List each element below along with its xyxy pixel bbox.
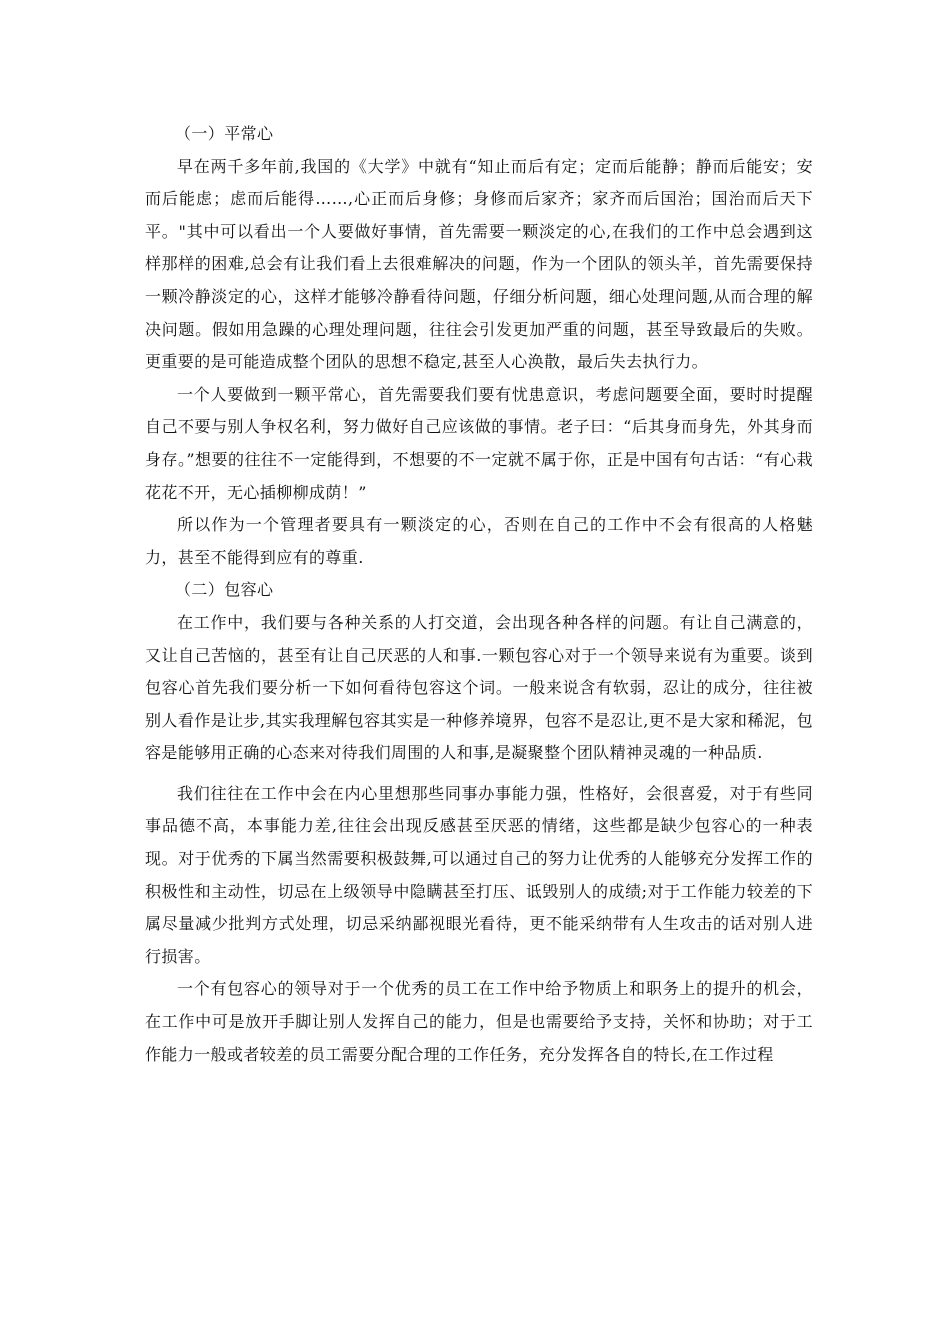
paragraph: 早在两千多年前,我国的《大学》中就有“知止而后有定；定而后能静；静而后能安；安而后能虑；虑而后能得……,心正而后身修；身修而后家齐；家齐而后国治；国治而后天下平。"其中可以看出一个人要做好事情，首先需要一颗淡定的心,在我们的工作中总会遇到这样那样的困难,总会有让我们看上去很难解决的问题，作为一个团队的领头羊，首先需要保持一颗冷静淡定的心，这样才能够冷静看待问题，仔细分析问题，细心处理问题,从而合理的解决问题。假如用急躁的心理处理问题，往往会引发更加严重的问题，甚至导致最后的失败。更重要的是可能造成整个团队的思想不稳定,甚至人心涣散，最后失去执行力。 [145,156,813,372]
section-heading-1: （一）平常心 [175,124,274,143]
paragraph: 一个人要做到一颗平常心，首先需要我们要有忧患意识，考虑问题要全面，要时时提醒自己不要与别人争权名利，努力做好自己应该做的事情。老子曰：“后其身而身先，外其身而身存。”想要的往往不一定能得到，不想要的不一定就不属于你，正是中国有句古话：“有心栽花花不开，无心插柳柳成荫！” [145,384,813,502]
document-body [145,118,813,1071]
paragraph: 我们往往在工作中会在内心里想那些同事办事能力强，性格好，会很喜爱，对于有些同事品德不高，本事能力差,往往会出现反感甚至厌恶的情绪，这些都是缺少包容心的一种表现。对于优秀的下属当然需要积极鼓舞,可以通过自己的努力让优秀的人能够充分发挥工作的积极性和主动性，切忌在上级领导中隐瞒甚至打压、诋毁别人的成绩;对于工作能力较差的下属尽量减少批判方式处理，切忌采纳鄙视眼光看待，更不能采纳带有人生攻击的话对别人进行损害。 [145,783,813,966]
paragraph: 所以作为一个管理者要具有一颗淡定的心，否则在自己的工作中不会有很高的人格魅力，甚至不能得到应有的尊重. [145,515,813,567]
paragraph: 在工作中，我们要与各种关系的人打交道，会出现各种各样的问题。有让自己满意的，又让自己苦恼的，甚至有让自己厌恶的人和事.一颗包容心对于一个领导来说有为重要。谈到包容心首先我们要分析一下如何看待包容这个词。一般来说含有软弱，忍让的成分，往往被别人看作是让步,其实我理解包容其实是一种修养境界，包容不是忍让,更不是大家和稀泥，包容是能够用正确的心态来对待我们周围的人和事,是凝聚整个团队精神灵魂的一种品质. [145,612,813,763]
section-heading-2: （二）包容心 [175,580,274,600]
paragraph: 一个有包容心的领导对于一个优秀的员工在工作中给予物质上和职务上的提升的机会，在工作中可是放开手脚让别人发挥自己的能力，但是也需要给予支持，关怀和协助；对于工作能力一般或者较差的员工需要分配合理的工作任务，充分发挥各自的特长,在工作过程 [145,979,813,1064]
